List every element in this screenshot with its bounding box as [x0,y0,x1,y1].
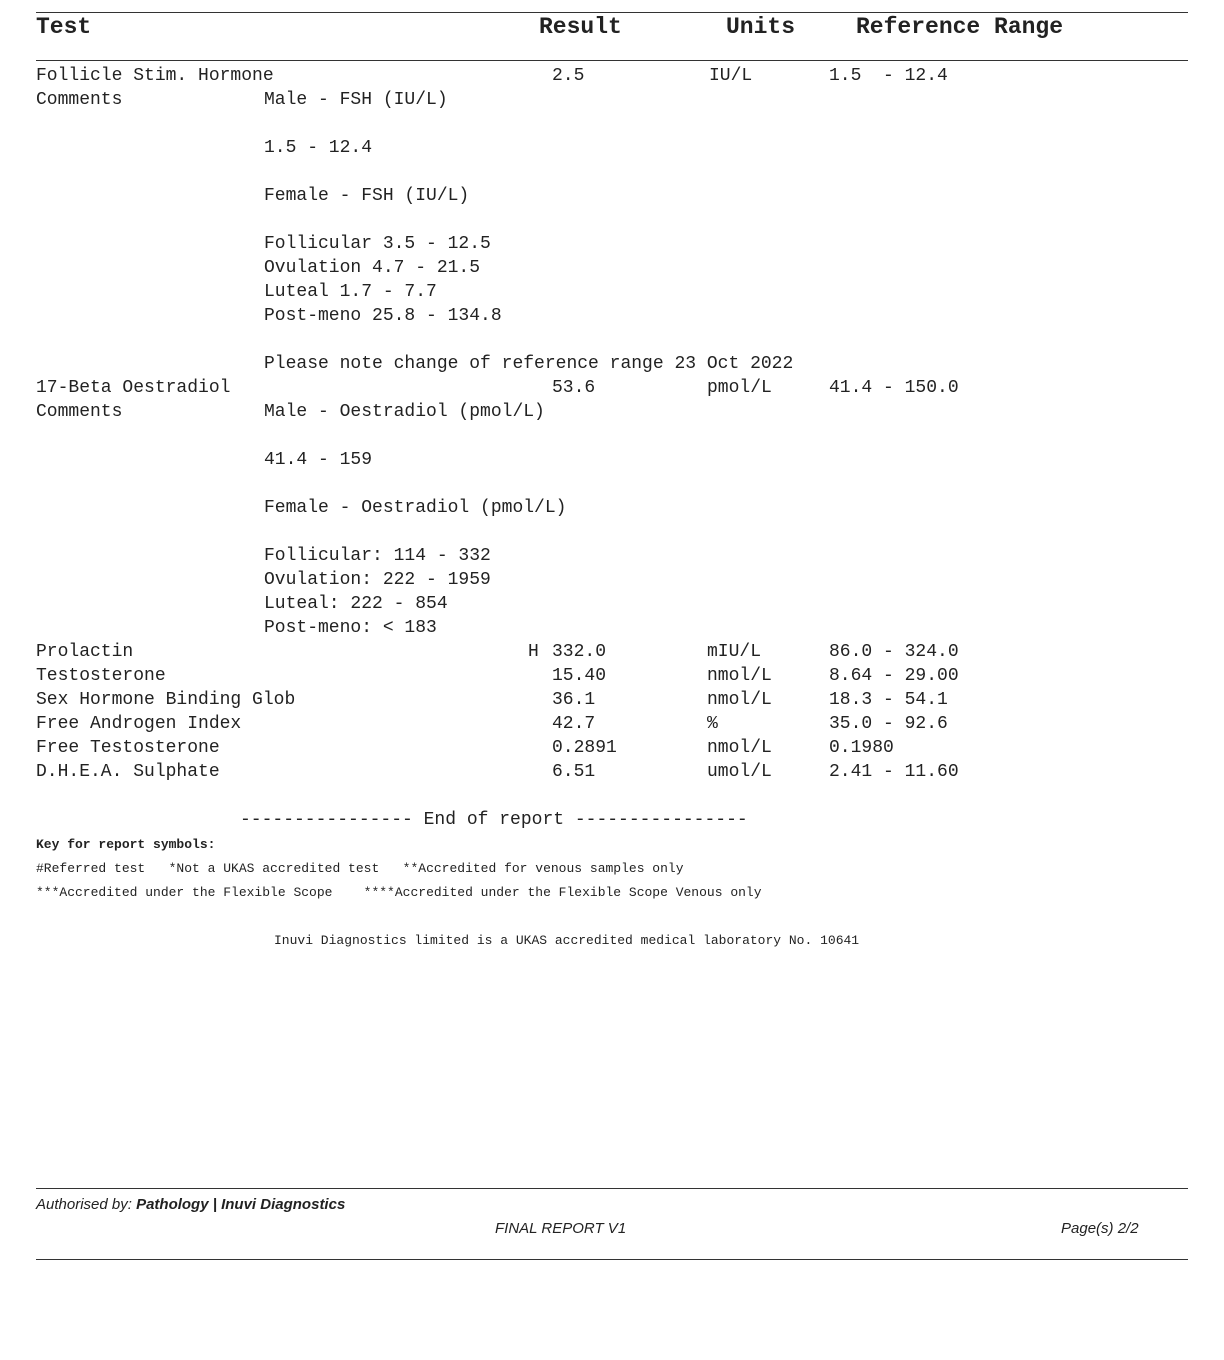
result-flag: H [528,642,539,662]
test-range: 2.41 - 11.60 [829,762,959,782]
test-result: 42.7 [552,714,596,734]
comment-line: Please note change of reference range 23 Oct 2022 [264,354,794,374]
test-range: 41.4 - 150.0 [829,378,959,398]
comment-line: Follicular 3.5 - 12.5 [264,234,491,254]
header-result: Result [539,14,622,40]
comments-label: Comments [36,402,123,422]
test-units: IU/L [709,66,753,86]
top-rule [36,12,1188,13]
test-units: umol/L [707,762,772,782]
footer-top-rule [36,1188,1188,1189]
test-name: Sex Hormone Binding Glob [36,690,296,710]
footer-bottom-rule [36,1259,1188,1260]
test-name: D.H.E.A. Sulphate [36,762,220,782]
test-units: % [707,714,718,734]
comment-line: Post-meno 25.8 - 134.8 [264,306,502,326]
comment-line: Male - Oestradiol (pmol/L) [264,402,545,422]
comment-line: Post-meno: < 183 [264,618,437,638]
header-units: Units [726,14,796,40]
test-units: nmol/L [707,738,772,758]
authorised-by [36,1196,345,1213]
test-range: 1.5 - 12.4 [829,66,948,86]
key-line: ***Accredited under the Flexible Scope ****Accredited under the Flexible Scope Venous only [36,885,762,900]
test-range: 86.0 - 324.0 [829,642,959,662]
test-name: Free Androgen Index [36,714,242,734]
test-result: 36.1 [552,690,596,710]
comments-label: Comments [36,90,123,110]
report-version: FINAL REPORT V1 [495,1220,627,1237]
test-result: 53.6 [552,378,596,398]
comment-line: 41.4 - 159 [264,450,373,470]
comment-line: Male - FSH (IU/L) [264,90,448,110]
test-result: 15.40 [552,666,607,686]
authorised-prefix: Authorised by: [36,1196,132,1213]
header-reference-range: Reference Range [856,14,1064,40]
key-line: #Referred test *Not a UKAS accredited test **Accredited for venous samples only [36,861,684,876]
test-name: Testosterone [36,666,166,686]
test-name: 17-Beta Oestradiol [36,378,231,398]
test-units: nmol/L [707,666,772,686]
test-result: 0.2891 [552,738,617,758]
accreditation-note: Inuvi Diagnostics limited is a UKAS accredited medical laboratory No. 10641 [274,933,860,948]
test-result: 332.0 [552,642,607,662]
authorised-name: Pathology | Inuvi Diagnostics [136,1196,346,1213]
test-name: Free Testosterone [36,738,220,758]
test-range: 18.3 - 54.1 [829,690,948,710]
test-name: Follicle Stim. Hormone [36,66,274,86]
comment-line: Ovulation: 222 - 1959 [264,570,491,590]
header-rule [36,60,1188,61]
comment-line: Luteal: 222 - 854 [264,594,448,614]
page-count: Page(s) 2/2 [1061,1220,1139,1237]
test-result: 2.5 [552,66,585,86]
comment-line: Female - FSH (IU/L) [264,186,470,206]
comment-line: Female - Oestradiol (pmol/L) [264,498,567,518]
test-name: Prolactin [36,642,134,662]
comment-line: 1.5 - 12.4 [264,138,373,158]
key-title: Key for report symbols: [36,837,216,852]
test-units: mIU/L [707,642,762,662]
comment-line: Ovulation 4.7 - 21.5 [264,258,481,278]
test-units: pmol/L [707,378,772,398]
test-range: 8.64 - 29.00 [829,666,959,686]
test-range: 0.1980 [829,738,894,758]
header-test: Test [36,14,92,40]
end-of-report: ---------------- End of report ---------------- [240,810,748,830]
comment-line: Follicular: 114 - 332 [264,546,491,566]
test-result: 6.51 [552,762,596,782]
test-units: nmol/L [707,690,772,710]
test-range: 35.0 - 92.6 [829,714,948,734]
comment-line: Luteal 1.7 - 7.7 [264,282,437,302]
